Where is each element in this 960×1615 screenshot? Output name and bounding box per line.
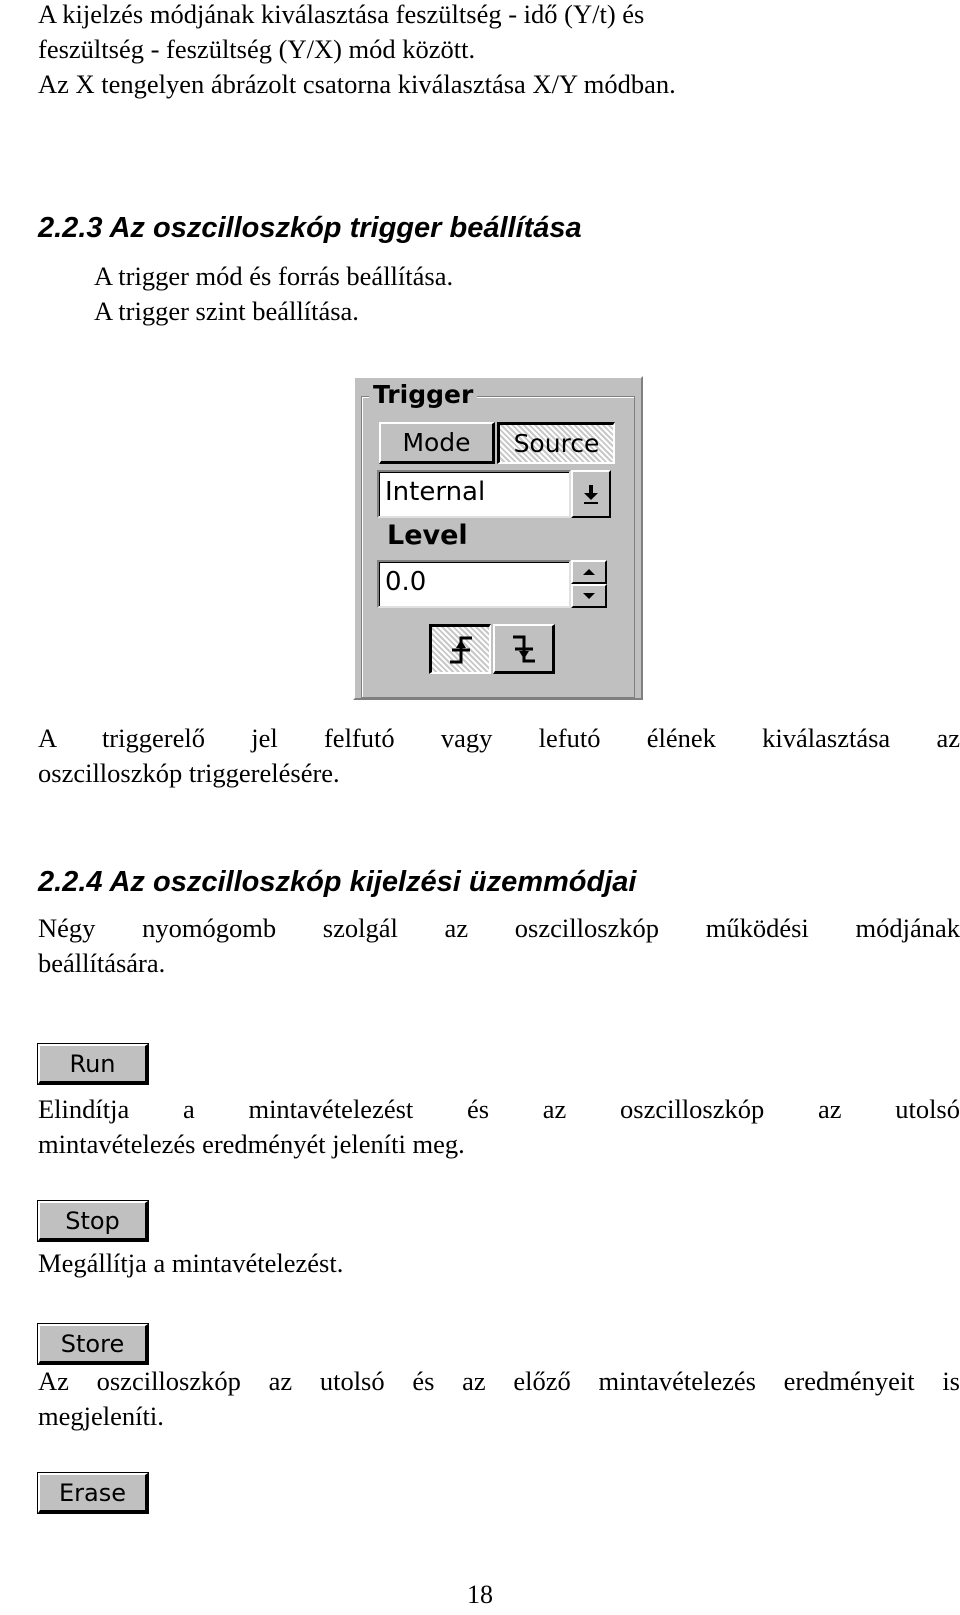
level-input[interactable]: 0.0 xyxy=(377,560,571,608)
intro-line: A kijelzés módjának kiválasztása feszültség - idő (Y/t) és xyxy=(38,0,645,29)
falling-edge-button[interactable] xyxy=(493,624,555,674)
section-2-2-3-text xyxy=(94,259,960,329)
chevron-down-icon xyxy=(582,483,600,505)
stop-button[interactable]: Stop xyxy=(38,1201,148,1241)
trigger-panel xyxy=(353,376,643,700)
spin-up-button[interactable] xyxy=(571,560,607,584)
text-line: oszcilloszkóp triggerelésére. xyxy=(38,758,340,788)
run-button[interactable]: Run xyxy=(38,1044,148,1084)
section-heading-2-2-3: 2.2.3 Az oszcilloszkóp trigger beállítása xyxy=(38,212,582,244)
level-label: Level xyxy=(387,520,468,551)
intro-line: Az X tengelyen ábrázolt csatorna kiválasztása X/Y módban. xyxy=(38,69,676,99)
section-2-2-4-text xyxy=(38,911,960,981)
source-select[interactable]: Internal xyxy=(377,470,571,518)
page-number: 18 xyxy=(467,1580,493,1609)
store-button[interactable]: Store xyxy=(38,1324,148,1364)
intro-line: feszültség - feszültség (Y/X) mód között. xyxy=(38,34,476,64)
text-line: Megállítja a mintavételezést. xyxy=(38,1248,344,1278)
text-line: A trigger szint beállítása. xyxy=(94,296,359,326)
run-description xyxy=(38,1092,960,1162)
mode-button[interactable]: Mode xyxy=(379,422,495,464)
text-line: Négy nyomógomb szolgál az oszcilloszkóp működési módjának xyxy=(38,913,960,943)
text-line: A triggerelő jel felfutó vagy lefutó élének kiválasztása az xyxy=(38,723,960,753)
level-spinner[interactable] xyxy=(571,560,607,608)
text-line: Elindítja a mintavételezést és az oszcilloszkóp az utolsó xyxy=(38,1094,960,1124)
section-heading-2-2-4: 2.2.4 Az oszcilloszkóp kijelzési üzemmódjai xyxy=(38,866,637,898)
text-line: beállítására. xyxy=(38,948,166,978)
text-line: mintavételezés eredményét jeleníti meg. xyxy=(38,1129,465,1159)
trigger-group-title: Trigger xyxy=(369,380,477,410)
dropdown-button[interactable] xyxy=(571,470,611,518)
erase-button[interactable]: Erase xyxy=(38,1473,148,1513)
intro-paragraph xyxy=(38,0,960,102)
source-button[interactable]: Source xyxy=(497,422,615,464)
arrow-down-icon xyxy=(582,592,596,600)
falling-edge-icon xyxy=(507,633,541,665)
arrow-up-icon xyxy=(582,568,596,576)
text-line: A trigger mód és forrás beállítása. xyxy=(94,261,454,291)
edge-selection-text xyxy=(38,721,960,791)
spin-down-button[interactable] xyxy=(571,584,607,608)
text-line: megjeleníti. xyxy=(38,1401,164,1431)
stop-description xyxy=(38,1246,960,1281)
rising-edge-button[interactable] xyxy=(429,624,491,674)
store-description xyxy=(38,1364,960,1434)
rising-edge-icon xyxy=(444,634,478,666)
text-line: Az oszcilloszkóp az utolsó és az előző mintavételezés eredményeit is xyxy=(38,1366,960,1396)
